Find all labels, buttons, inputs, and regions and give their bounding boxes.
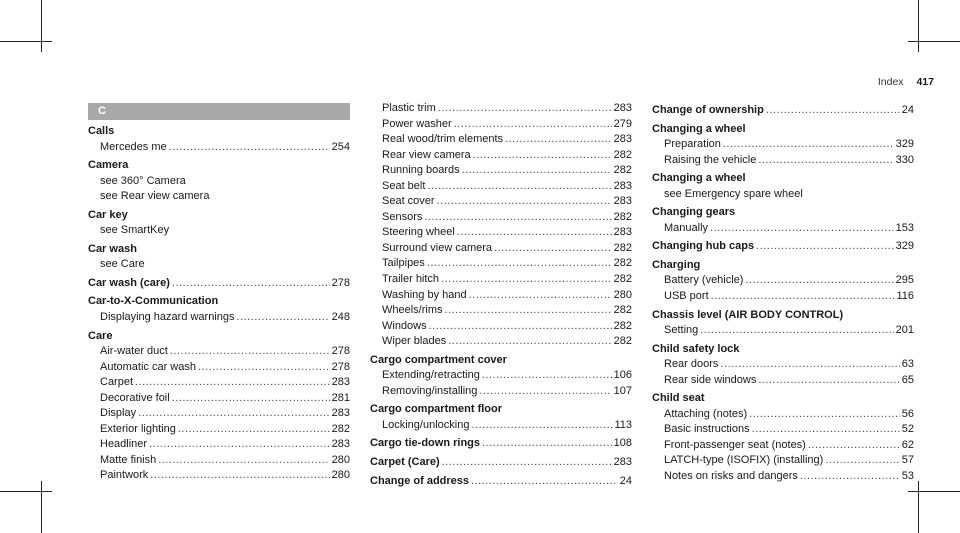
page-ref: 282 <box>613 273 632 286</box>
entry-text: Windows <box>382 319 427 332</box>
dot-leader <box>441 272 612 288</box>
dot-leader <box>437 194 612 210</box>
dot-leader <box>758 373 899 389</box>
dot-leader <box>135 375 330 391</box>
index-term: Car wash <box>88 242 137 255</box>
index-entry-group <box>652 258 914 305</box>
entry-text: Wheels/rims <box>382 304 443 317</box>
index-subentry <box>370 163 632 179</box>
dot-leader <box>442 455 612 471</box>
dot-leader <box>172 391 330 407</box>
page-ref: 106 <box>613 369 632 382</box>
entry-text: Attaching (notes) <box>664 407 748 420</box>
page-ref: 295 <box>895 274 914 287</box>
index-subentry <box>370 256 632 272</box>
page-ref: 278 <box>331 360 350 373</box>
index-subentry <box>370 288 632 304</box>
entry-text: Basic instructions <box>664 423 750 436</box>
entry-text: Rear view camera <box>382 148 471 161</box>
dot-leader <box>427 256 612 272</box>
dot-leader <box>700 323 893 339</box>
index-subentry <box>88 422 350 438</box>
page-ref: 24 <box>619 474 632 487</box>
entry-text: Seat belt <box>382 179 426 192</box>
dot-leader <box>469 288 612 304</box>
page-ref: 108 <box>613 437 632 450</box>
page-ref: 282 <box>613 335 632 348</box>
entry-text: Change of address <box>370 474 470 487</box>
page-ref: 330 <box>895 153 914 166</box>
index-entry-group <box>652 103 914 119</box>
dot-leader <box>445 303 612 319</box>
entry-text: Automatic car wash <box>100 360 196 373</box>
page-ref: 201 <box>895 324 914 337</box>
entry-text: Car wash (care) <box>88 276 170 289</box>
page-ref: 113 <box>614 418 632 431</box>
index-column-1 <box>88 103 350 487</box>
index-entry-group <box>652 342 914 389</box>
page-number: 417 <box>916 76 934 88</box>
index-subentry <box>88 406 350 422</box>
entry-text: Preparation <box>664 138 721 151</box>
index-entry <box>88 276 350 292</box>
entry-text: Carpet (Care) <box>370 456 440 469</box>
entry-text: Removing/installing <box>382 384 478 397</box>
page-ref: 329 <box>895 138 914 151</box>
entry-text: Rear doors <box>664 358 719 371</box>
dot-leader <box>462 163 612 179</box>
entry-text: Extending/retracting <box>382 369 480 382</box>
index-entry-group <box>652 171 914 202</box>
page-ref: 329 <box>895 240 914 253</box>
page-ref: 56 <box>901 407 914 420</box>
page-ref: 280 <box>613 288 632 301</box>
dot-leader <box>482 436 612 452</box>
page-ref: 283 <box>613 226 632 239</box>
see-reference: see SmartKey <box>100 224 170 237</box>
page-ref: 107 <box>613 384 632 397</box>
page-ref: 278 <box>331 345 350 358</box>
entry-text: Notes on risks and dangers <box>664 470 798 483</box>
index-subentry <box>370 148 632 164</box>
dot-leader <box>427 179 611 195</box>
dot-leader <box>149 437 330 453</box>
page-ref: 281 <box>331 391 350 404</box>
index-subentry <box>652 357 914 373</box>
index-entry-group <box>88 294 350 325</box>
see-reference: see Rear view camera <box>100 190 210 203</box>
index-subentry <box>652 453 914 469</box>
entry-text: Front-passenger seat (notes) <box>664 438 806 451</box>
index-entry-group <box>370 402 632 433</box>
page-header <box>878 76 934 88</box>
index-subentry <box>88 468 350 484</box>
dot-leader <box>178 422 330 438</box>
entry-text: Change of ownership <box>652 104 764 116</box>
page-ref: 283 <box>331 407 350 420</box>
index-term: Changing a wheel <box>652 122 746 135</box>
page-ref: 282 <box>613 210 632 223</box>
page-ref: 24 <box>901 104 914 116</box>
index-entry-group <box>652 122 914 169</box>
index-term: Child seat <box>652 392 705 405</box>
index-subentry <box>652 137 914 153</box>
page-ref: 65 <box>901 373 914 386</box>
entry-text: Raising the vehicle <box>664 153 757 166</box>
see-reference: see 360° Camera <box>100 174 186 187</box>
crop-mark <box>0 491 52 492</box>
dot-leader <box>710 221 894 237</box>
index-subentry <box>370 225 632 241</box>
dot-leader <box>494 241 612 257</box>
index-entry-group <box>88 329 350 484</box>
index-entry-group <box>88 276 350 292</box>
index-subentry <box>88 140 350 156</box>
index-subentry <box>652 289 914 305</box>
page-ref: 282 <box>613 304 632 317</box>
page-ref: 280 <box>331 469 350 482</box>
page-ref: 279 <box>613 117 632 130</box>
dot-leader <box>752 422 900 438</box>
index-entry <box>370 436 632 452</box>
index-subentry <box>652 422 914 438</box>
page-ref: 283 <box>613 133 632 146</box>
page-ref: 153 <box>895 221 914 234</box>
index-term: Chassis level (AIR BODY CONTROL) <box>652 308 844 321</box>
crop-mark <box>41 0 42 52</box>
page-ref: 52 <box>901 423 914 436</box>
index-subentry <box>88 310 350 326</box>
index-subentry <box>652 221 914 237</box>
index-subentry <box>370 418 632 434</box>
index-term: Changing gears <box>652 206 736 219</box>
index-subentry <box>370 179 632 195</box>
index-term: Car-to-X-Communication <box>88 295 219 308</box>
entry-text: Running boards <box>382 164 460 177</box>
header-label: Index <box>877 76 904 88</box>
entry-text: Mercedes me <box>100 140 167 153</box>
page-ref: 280 <box>331 453 350 466</box>
index-column-2 <box>370 101 632 492</box>
index-term: Child safety lock <box>652 342 740 355</box>
dot-leader <box>808 438 900 454</box>
index-subentry <box>370 241 632 257</box>
crop-mark <box>908 491 960 492</box>
entry-text: Trailer hitch <box>382 273 440 286</box>
index-subentry <box>88 391 350 407</box>
index-subentry <box>370 117 632 133</box>
page-ref: 283 <box>613 195 632 208</box>
index-entry-group <box>652 239 914 255</box>
index-term: Car key <box>88 208 128 221</box>
index-subentry <box>370 384 632 400</box>
index-entry-group <box>88 208 350 239</box>
entry-text: Manually <box>664 221 709 234</box>
index-subentry <box>370 319 632 335</box>
entry-text: Locking/unlocking <box>382 418 470 431</box>
index-term: Cargo compartment floor <box>370 403 503 416</box>
index-term: Changing a wheel <box>652 172 746 185</box>
dot-leader <box>711 289 895 305</box>
entry-text: Power washer <box>382 117 452 130</box>
page-ref: 282 <box>613 257 632 270</box>
dot-leader <box>457 225 612 241</box>
index-entry <box>652 103 914 119</box>
crop-mark <box>41 481 42 533</box>
index-entry <box>370 474 632 490</box>
page-ref: 282 <box>613 241 632 254</box>
index-subentry <box>652 153 914 169</box>
index-subentry <box>370 210 632 226</box>
index-entry <box>652 239 914 255</box>
index-subentry <box>370 334 632 350</box>
index-column-3 <box>652 103 914 488</box>
dot-leader <box>169 140 330 156</box>
index-subentry <box>88 437 350 453</box>
dot-leader <box>424 210 611 226</box>
entry-text: Changing hub caps <box>652 240 755 253</box>
index-subentry <box>652 273 914 289</box>
index-subentry <box>652 323 914 339</box>
dot-leader <box>756 239 894 255</box>
index-term: Care <box>88 329 113 342</box>
index-entry-group <box>88 158 350 205</box>
page-ref: 282 <box>331 422 350 435</box>
dot-leader <box>138 406 330 422</box>
index-entry <box>370 455 632 471</box>
dot-leader <box>150 468 329 484</box>
entry-text: Sensors <box>382 210 423 223</box>
index-subentry <box>652 469 914 485</box>
page-ref: 53 <box>901 470 914 483</box>
entry-text: Carpet <box>100 376 134 389</box>
dot-leader <box>172 276 330 292</box>
entry-text: Real wood/trim elements <box>382 133 504 146</box>
entry-text: Paintwork <box>100 469 149 482</box>
crop-mark <box>0 41 52 42</box>
index-entry-group <box>370 101 632 350</box>
dot-leader <box>438 101 612 117</box>
index-term: Charging <box>652 258 701 271</box>
entry-text: Headliner <box>100 438 148 451</box>
index-subentry <box>370 272 632 288</box>
entry-text: Rear side windows <box>664 373 757 386</box>
letter-heading: C <box>88 103 350 120</box>
index-subentry <box>370 194 632 210</box>
entry-text: Washing by hand <box>382 288 467 301</box>
page-ref: 278 <box>331 276 350 289</box>
dot-leader <box>745 273 893 289</box>
dot-leader <box>454 117 612 133</box>
index-entry-group <box>652 391 914 484</box>
entry-text: Battery (vehicle) <box>664 274 744 287</box>
entry-text: Plastic trim <box>382 102 436 114</box>
crop-mark <box>908 41 960 42</box>
entry-text: LATCH-type (ISOFIX) (installing) <box>664 454 824 467</box>
page-ref: 282 <box>613 319 632 332</box>
index-subentry <box>652 373 914 389</box>
page-ref: 62 <box>901 438 914 451</box>
dot-leader <box>473 148 612 164</box>
index-term: Calls <box>88 125 115 137</box>
page-ref: 283 <box>613 456 632 469</box>
dot-leader <box>158 453 329 469</box>
page-ref: 283 <box>613 179 632 192</box>
index-subentry <box>652 438 914 454</box>
see-reference: see Care <box>100 258 145 271</box>
entry-text: Steering wheel <box>382 226 455 239</box>
dot-leader <box>720 357 899 373</box>
index-entry-group <box>370 436 632 452</box>
entry-text: Setting <box>664 324 699 337</box>
entry-text: Air-water duct <box>100 345 168 358</box>
entry-text: Surround view camera <box>382 241 493 254</box>
page-ref: 63 <box>901 358 914 371</box>
index-subentry <box>370 368 632 384</box>
page-ref: 282 <box>613 164 632 177</box>
index-subentry <box>370 101 632 117</box>
dot-leader <box>471 474 618 490</box>
index-entry-group <box>652 308 914 339</box>
index-subentry <box>652 407 914 423</box>
dot-leader <box>749 407 900 423</box>
page-ref: 283 <box>613 102 632 114</box>
index-subentry <box>88 375 350 391</box>
dot-leader <box>198 360 330 376</box>
page-ref: 254 <box>331 140 350 153</box>
dot-leader <box>800 469 900 485</box>
page-ref: 283 <box>331 438 350 451</box>
entry-text: Seat cover <box>382 195 435 208</box>
index-entry-group <box>88 124 350 155</box>
index-entry-group <box>370 353 632 400</box>
see-reference: see Emergency spare wheel <box>664 187 803 200</box>
dot-leader <box>482 368 612 384</box>
entry-text: Matte finish <box>100 453 157 466</box>
page-ref: 248 <box>331 311 350 324</box>
dot-leader <box>471 418 612 434</box>
entry-text: Decorative foil <box>100 391 170 404</box>
index-subentry <box>88 453 350 469</box>
page-ref: 282 <box>613 148 632 161</box>
dot-leader <box>237 310 330 326</box>
index-subentry <box>370 303 632 319</box>
entry-text: Wiper blades <box>382 335 447 348</box>
dot-leader <box>766 103 900 119</box>
index-entry-group <box>652 205 914 236</box>
crop-mark <box>918 0 919 52</box>
crop-mark <box>918 481 919 533</box>
dot-leader <box>825 453 899 469</box>
entry-text: Exterior lighting <box>100 422 176 435</box>
page-ref: 57 <box>901 454 914 467</box>
dot-leader <box>505 132 612 148</box>
entry-text: Tailpipes <box>382 257 425 270</box>
index-entry-group <box>370 474 632 490</box>
dot-leader <box>479 384 611 400</box>
dot-leader <box>723 137 894 153</box>
dot-leader <box>429 319 612 335</box>
page-ref: 283 <box>331 376 350 389</box>
entry-text: USB port <box>664 290 709 303</box>
index-subentry <box>370 132 632 148</box>
index-entry-group <box>88 242 350 273</box>
index-subentry <box>88 344 350 360</box>
index-subentry <box>88 360 350 376</box>
index-term: Camera <box>88 159 129 172</box>
dot-leader <box>758 153 893 169</box>
dot-leader <box>448 334 611 350</box>
dot-leader <box>170 344 330 360</box>
entry-text: Cargo tie-down rings <box>370 437 480 450</box>
page-ref: 116 <box>896 290 914 303</box>
entry-text: Display <box>100 407 137 420</box>
entry-text: Displaying hazard warnings <box>100 311 235 324</box>
index-entry-group <box>370 455 632 471</box>
index-term: Cargo compartment cover <box>370 353 507 366</box>
